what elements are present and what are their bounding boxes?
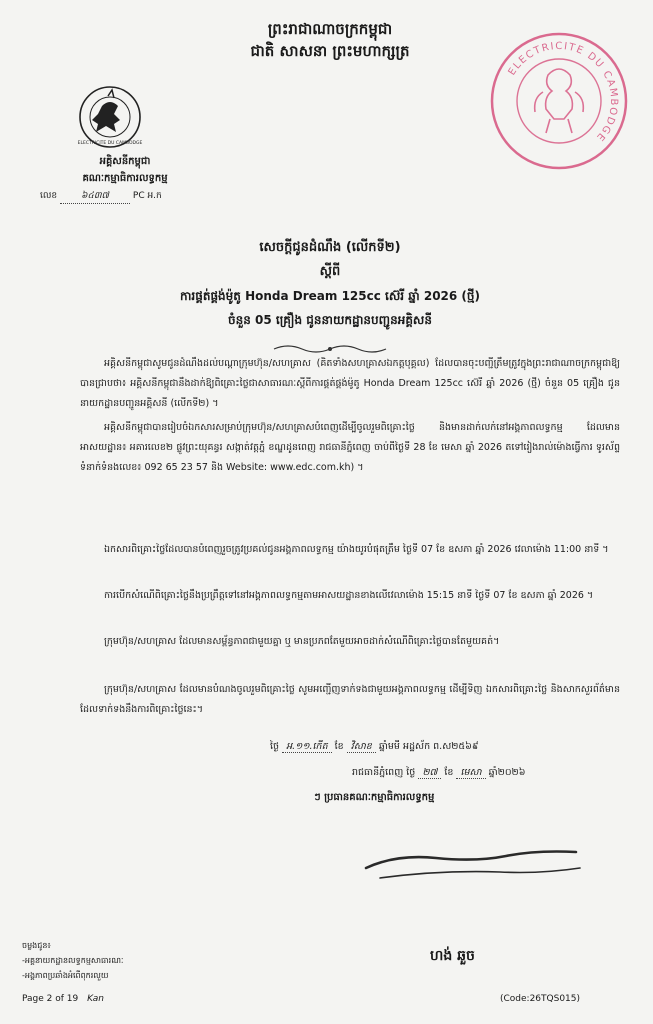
stamp-text: ELECTRICITE DU CAMBODGE xyxy=(506,40,620,144)
logo-text: ELECTRICITE DU CAMBODGE xyxy=(77,141,143,146)
ref-handwritten: ៦៤៣៧ xyxy=(60,190,130,204)
org-committee: គណៈកម្មាធិការលទ្ធកម្ម xyxy=(82,173,168,184)
notice-subject: ការផ្គត់ផ្គង់ម៉ូតូ Honda Dream 125cc ស៊េរី ឆ្នាំ 2026 (ថ្មី) xyxy=(179,289,481,303)
paragraph-2: អគ្គិសនីកម្ពុជាបានរៀបចំឯកសារសម្រាប់ក្រុមហ៊ុន/សហគ្រាសបំពេញដើម្បីចូលរួមពិគ្រោះថ្លៃ និងមានដាក់លក់នៅអង្គភាពលទ្ធកម្ម ដែលមានអាសយដ្ឋាន៖ អគារលេខ២ ផ្លូវព្រះយុគន្ធរ សង្កាត់វត្តភ្នំ ខណ្ឌដូនពេញ រាជធានីភ្នំពេញ ចាប់ពីថ្ងៃទី 28 ខែ មេសា ឆ្នាំ 2026 តទៅរៀងរាល់ម៉ោងធ្វើការ ទូរស័ព្ទទំនាក់ទំនងលេខ៖ 092 65 23 57 និង Website: www.edc.com.kh) ។ xyxy=(80,422,620,473)
kingdom-title: ព្រះរាជាណាចក្រកម្ពុជា xyxy=(267,20,393,38)
paragraph-6: ក្រុមហ៊ុន/សហគ្រាស ដែលមានបំណងចូលរួមពិគ្រោះថ្លៃ សូមអញ្ជើញទាក់ទងជាមួយអង្គភាពលទ្ធកម្ម ដើម្បីទិញ ឯកសារពិគ្រោះថ្លៃ និងសាកសួរព័ត៌មានដែលទាក់ទងនឹងការពិគ្រោះថ្លៃនេះ។ xyxy=(80,684,620,715)
solar-day-hand: ២៧ xyxy=(418,767,441,779)
page-initial: Kan xyxy=(87,994,104,1004)
official-stamp xyxy=(488,30,630,172)
handwritten-signature xyxy=(360,838,590,898)
lunar-date xyxy=(270,740,479,754)
paragraph-4: ការបើកសំណើពិគ្រោះថ្លៃនឹងប្រព្រឹត្តទៅនៅអង្គភាពលទ្ធកម្មតាមអាសយដ្ឋានខាងលើវេលាម៉ោង 15:15 នាទី ថ្ងៃទី 07 ខែ ឧសភា ឆ្នាំ 2026 ។ xyxy=(104,590,594,601)
notice-title: សេចក្តីជូនដំណឹង (លើកទី២) xyxy=(259,240,401,255)
solar-date xyxy=(352,766,525,780)
solar-prefix: រាជធានីភ្នំពេញ ថ្ងៃ xyxy=(352,767,416,778)
paragraph-5: ក្រុមហ៊ុន/សហគ្រាស ដែលមានសម្ព័ន្ធភាពជាមួយគ្នា ឬ មានប្រភពតែមួយអាចដាក់សំណើពិគ្រោះថ្លៃបានតែមួយគត់។ xyxy=(104,636,500,647)
signer-role xyxy=(314,790,434,805)
reference-number xyxy=(40,190,162,204)
lunar-prefix: ថ្ងៃ xyxy=(270,741,280,752)
ref-suffix: PC អ.ក xyxy=(132,191,162,201)
lunar-year: ឆ្នាំមមី អដ្ឋស័ក ព.ស២៥៦៩ xyxy=(378,741,479,752)
edc-logo xyxy=(62,82,158,152)
role-prefix: ៗ xyxy=(314,792,321,803)
notice-about: ស្តីពី xyxy=(319,264,341,279)
document-code: (Code:26TQS015) xyxy=(500,994,581,1004)
ornament-divider xyxy=(270,344,390,354)
solar-year: ឆ្នាំ២០២៦ xyxy=(488,767,526,778)
solar-month-prefix: ខែ xyxy=(444,767,454,778)
copies-line-1: -អគ្គនាយកដ្ឋានលទ្ធកម្មសាធារណៈ xyxy=(22,956,124,965)
kingdom-header xyxy=(160,18,500,62)
lunar-month-hand: វិសាខ xyxy=(347,741,376,753)
national-motto: ជាតិ សាសនា ព្រះមហាក្សត្រ xyxy=(250,42,410,60)
page-label: Page 2 of 19 xyxy=(22,994,79,1004)
copies-title: ចម្លងជូន៖ xyxy=(22,941,51,950)
organization-block xyxy=(40,153,210,187)
notice-heading xyxy=(80,236,580,332)
role-title: ប្រធានគណៈកម្មាធិការលទ្ធកម្ម xyxy=(324,792,435,803)
solar-month-hand: មេសា xyxy=(456,767,485,779)
ref-prefix: លេខ xyxy=(40,191,58,201)
paragraph-1: អគ្គិសនីកម្ពុជាសូមជូនដំណឹងដល់បណ្តាក្រុមហ៊ុន/សហគ្រាស (គិតទាំងសហគ្រាសឯកត្តបុគ្គល) ដែលបានចុះបញ្ជីត្រឹមត្រូវក្នុងព្រះរាជាណាចក្រកម្ពុជាឱ្យបានជ្រាបថា៖ អគ្គិសនីកម្ពុជានឹងដាក់ឱ្យពិគ្រោះថ្លៃជាសាធារណៈស្តីពីការផ្គត់ផ្គង់ម៉ូតូ Honda Dream 125cc ស៊េរី ឆ្នាំ 2026 (ថ្មី) ចំនួន 05 គ្រឿង ជូននាយកដ្ឋានបញ្ជូនអគ្គិសនី (លើកទី២) ។ xyxy=(80,358,620,409)
lunar-month-prefix: ខែ xyxy=(334,741,344,752)
page-number xyxy=(22,994,104,1004)
lunar-day-hand: អ.១១.កើត xyxy=(282,741,332,753)
paragraph-3: ឯកសារពិគ្រោះថ្លៃដែលបានបំពេញរួចត្រូវប្រគល់ជូនអង្គភាពលទ្ធកម្ម យ៉ាងយូរបំផុតត្រឹម ថ្ងៃទី 07 ខែ ឧសភា ឆ្នាំ 2026 វេលាម៉ោង 11:00 នាទី ។ xyxy=(104,544,609,555)
copies-block xyxy=(22,938,123,983)
signer-name: ហង់ ឆួច xyxy=(430,948,475,964)
notice-quantity: ចំនួន 05 គ្រឿង ជូននាយកដ្ឋានបញ្ជូនអគ្គិសនី xyxy=(228,313,432,327)
copies-line-2: -អង្គភាពប្រឆាំងអំពើពុករលួយ xyxy=(22,971,109,980)
org-name: អគ្គិសនីកម្ពុជា xyxy=(99,156,151,167)
